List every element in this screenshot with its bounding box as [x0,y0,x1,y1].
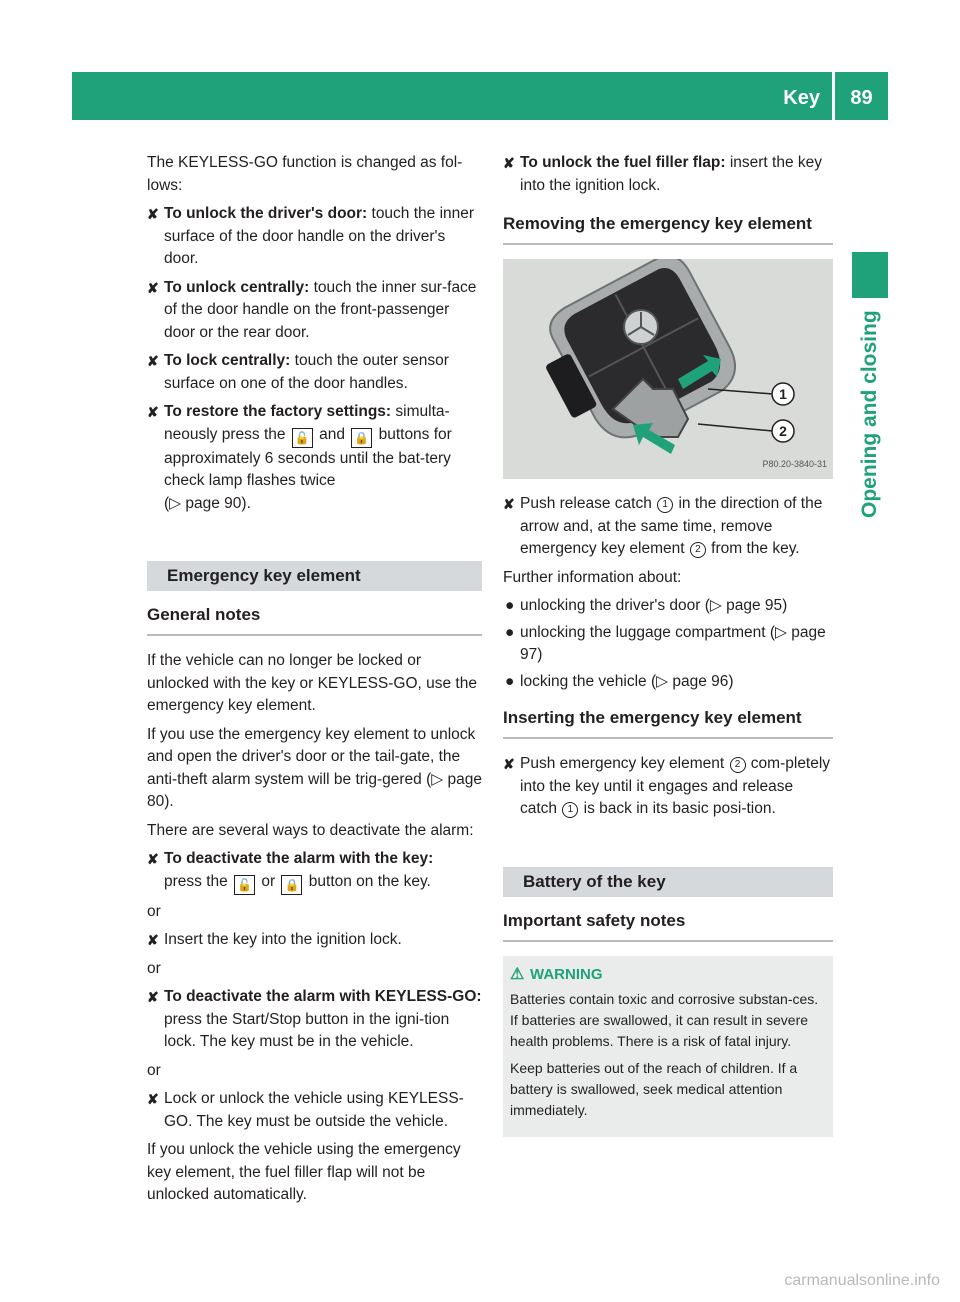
left-column [147,152,482,1213]
step-bold: To unlock centrally: [164,278,310,296]
step-arrow-icon: ✘ [503,496,515,512]
section-heading-emergency-key [147,561,482,591]
step-unlock-fuel-flap [503,152,833,197]
callout-2: 2 [779,423,787,439]
footer-watermark: carmanualsonline.info [784,1272,940,1289]
page-number: 89 [850,87,873,109]
header-title: Key [783,87,820,109]
callout-ref-2: 2 [690,542,706,558]
further-info-label: Further information about: [503,568,682,586]
step-insert-key [147,929,482,952]
step-bold: To deactivate the alarm with the key: [164,850,434,867]
step-arrow-icon: ✘ [147,404,159,420]
step-text: Lock or unlock the vehicle using KEYLESS-GO. The key must be outside the vehicle. [164,1090,464,1130]
step-text: press the [164,872,233,890]
step-push-release-catch [503,493,833,561]
step-arrow-icon: ✘ [147,932,159,948]
paragraph: If you unlock the vehicle using the emergency key element, the fuel filler flap will not be unlocked automatically. [147,1141,461,1203]
step-lock-unlock-keyless [147,1088,482,1133]
step-arrow-icon: ✘ [147,851,159,867]
bullet-icon: ● [505,597,515,614]
step-text: press the Start/Stop button in the igni-tion lock. The key must be in the vehicle. [164,1010,450,1050]
key-figure [503,259,833,479]
paragraph: If the vehicle can no longer be locked or unlocked with the key or KEYLESS-GO, use the emergency key element. [147,652,477,714]
callout-ref-1: 1 [562,802,578,818]
paragraph: There are several ways to deactivate the alarm: [147,821,474,839]
step-text: is back in its basic posi-tion. [579,800,776,817]
bullet-icon: ● [505,623,515,641]
step-text: or [257,872,280,890]
list-item [503,595,833,618]
step-restore-factory [147,401,482,515]
warning-paragraph: Batteries contain toxic and corrosive substan-ces. If batteries are swallowed, it can result in severe health problems. There is a risk of fatal injury. [510,990,819,1049]
or-text: or [147,902,161,920]
right-column [503,152,833,1137]
bullet-icon: ● [505,672,515,690]
section-heading-battery [503,867,833,897]
step-bold: To deactivate the alarm with KEYLESS-GO: [164,988,482,1005]
warning-triangle-icon: ⚠ [510,965,525,983]
step-arrow-icon: ✘ [147,989,159,1005]
sub-heading-general-notes: General notes [147,604,482,636]
step-arrow-icon: ✘ [147,1091,159,1107]
lock-key-icon: 🔒 [281,875,302,895]
step-arrow-icon: ✘ [147,279,159,296]
section-title: Emergency key element [167,566,361,585]
header-bar [72,72,832,120]
side-tab-marker [852,252,888,298]
step-text: button on the key. [304,872,431,890]
step-text: insert the key into the ignition lock. [520,154,823,194]
step-text: from the key. [706,540,800,557]
or-text: or [147,1061,161,1079]
list-item [503,671,833,694]
car-key-illustration [503,259,833,479]
step-text: buttons for approximately 6 seconds until the bat-tery check lamp flashes twice [164,425,452,489]
step-unlock-centrally [147,277,482,345]
step-lock-centrally [147,350,482,395]
side-tab-label: Opening and closing [858,310,881,518]
step-text: and [314,425,350,443]
paragraph: If you use the emergency key element to unlock and open the driver's door or the tail-gate, the anti-theft alarm system will be trig-gered (▷ page 80). [147,725,482,810]
step-text: com-pletely into the key until it engages and release catch [520,755,831,817]
step-arrow-icon: ✘ [503,155,515,171]
step-text: touch the outer sensor surface on one of the door handles. [164,352,449,392]
list-item [503,622,833,667]
warning-paragraph: Keep batteries out of the reach of children. If a battery is swallowed, seek medical attention immediately. [510,1059,798,1118]
step-bold: To unlock the fuel filler flap: [520,154,726,171]
callout-ref-2: 2 [730,757,746,773]
warning-title-text: WARNING [530,965,603,983]
unlock-key-icon: 🔓 [234,875,255,895]
callout-ref-1: 1 [657,497,673,513]
sub-heading-inserting: Inserting the emergency key element [503,707,833,739]
section-title: Battery of the key [523,871,666,891]
step-text: touch the inner sur-face of the door handle on the front-passenger door or the rear door. [164,278,477,341]
step-text: Push emergency key element [520,755,729,772]
warning-box [503,956,833,1137]
step-arrow-icon: ✘ [147,353,159,369]
or-text: or [147,959,161,977]
intro-text: The KEYLESS-GO function is changed as fol-lows: [147,154,463,194]
step-arrow-icon: ✘ [503,756,515,772]
list-item-text: locking the vehicle (▷ page 96) [520,672,734,690]
step-text: Push release catch [520,495,657,512]
page-reference: (▷ page 90). [164,494,251,512]
step-text: touch the inner surface of the door handle on the driver's door. [164,205,475,267]
sub-heading-removing: Removing the emergency key element [503,213,833,245]
step-bold: To restore the factory settings: [164,403,392,420]
figure-code: P80.20-3840-31 [762,458,827,469]
list-item-text: unlocking the luggage compartment (▷ page 97) [520,623,826,663]
step-deactivate-keyless-go [147,986,482,1054]
step-bold: To lock centrally: [164,352,291,369]
step-text: simulta-neously press the [164,403,450,443]
sub-heading-safety-notes: Important safety notes [503,910,833,942]
callout-1: 1 [779,386,787,402]
lock-key-icon: 🔒 [351,428,372,448]
step-push-emergency-key [503,753,833,821]
warning-title [510,964,827,985]
step-unlock-driver-door [147,203,482,271]
step-text: in the direction of the arrow and, at the same time, remove emergency key element [520,495,823,557]
unlock-key-icon: 🔓 [292,428,313,448]
step-bold: To unlock the driver's door: [164,205,368,222]
step-deactivate-with-key [147,848,482,895]
step-arrow-icon: ✘ [147,206,159,222]
list-item-text: unlocking the driver's door (▷ page 95) [520,597,788,614]
step-text: Insert the key into the ignition lock. [164,931,402,948]
